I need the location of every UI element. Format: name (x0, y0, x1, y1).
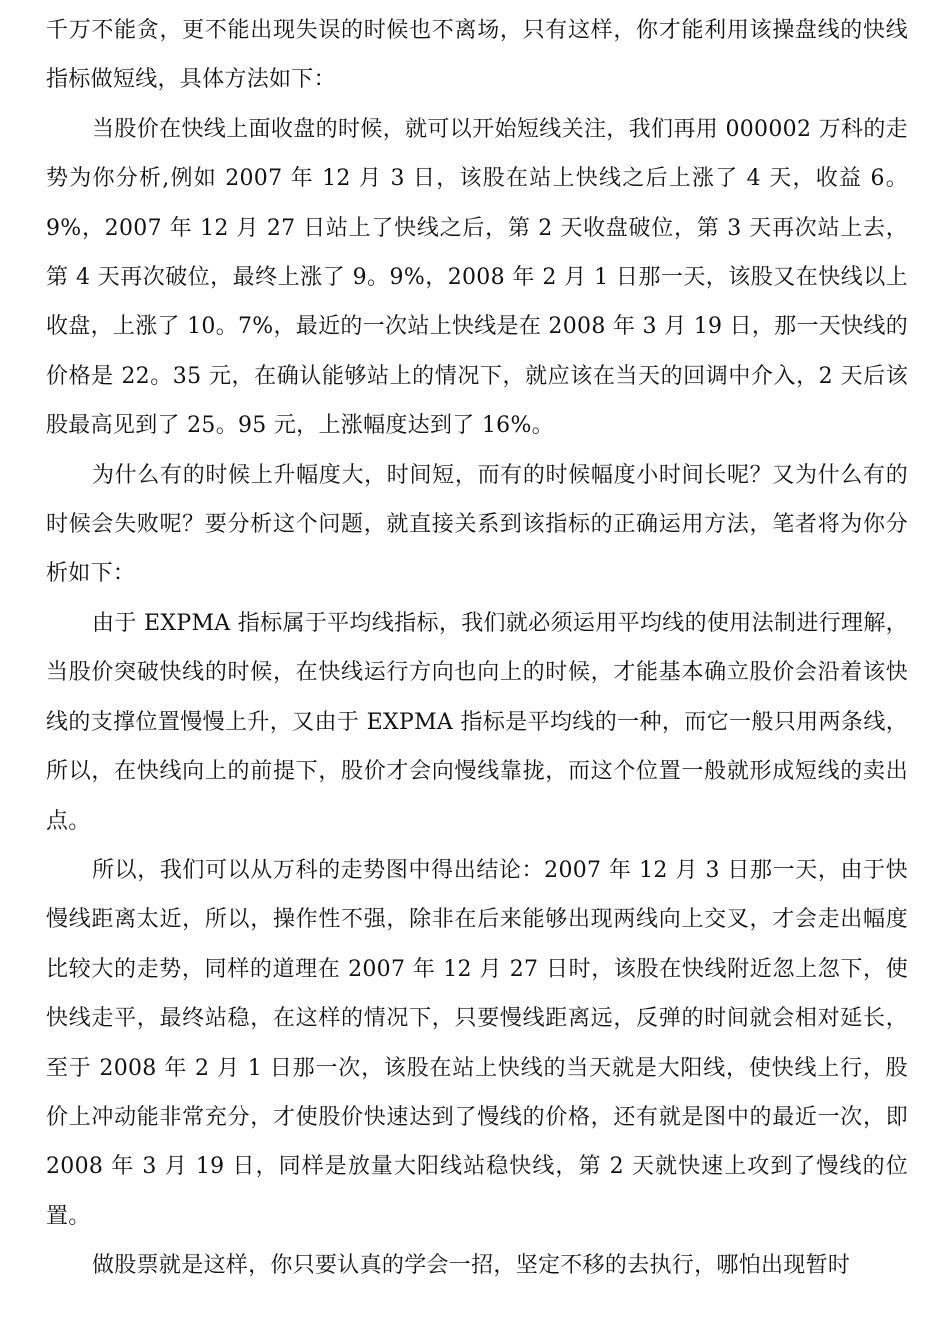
paragraph-conclusion: 所以，我们可以从万科的走势图中得出结论：2007 年 12 月 3 日那一天，由于快慢线距离太近，所以，操作性不强，除非在后来能够出现两线向上交叉，才会走出幅度比较大的走势，同样的道理在 2007 年 12 月 27 日时，该股在快线附近忽上忽下，使快线走平，最终站稳，在这样的情况下，只要慢线距离远，反弹的时间就会相对延长，至于 2008 年 2 月 1 日那一次，该股在站上快线的当天就是大阳线，使快线上行，股价上冲动能非常充分，才使股价快速达到了慢线的价格，还有就是图中的最近一次，即 2008 年 3 月 19 日，同样是放量大阳线站稳快线，第 2 天就快速上攻到了慢线的位置。 (46, 857, 908, 1229)
paragraph-closing: 做股票就是这样，你只要认真的学会一招，坚定不移的去执行，哪怕出现暂时 (92, 1253, 851, 1279)
paragraph-question: 为什么有的时候上升幅度大，时间短，而有的时候幅度小时间长呢？又为什么有的时候会失败呢？要分析这个问题，就直接关系到该指标的正确运用方法，笔者将为你分析如下： (46, 462, 908, 587)
paragraph-wanke-example: 当股价在快线上面收盘的时候，就可以开始短线关注，我们再用 000002 万科的走势为你分析,例如 2007 年 12 月 3 日，该股在站上快线之后上涨了 4 天，收益 6。9%，2007 年 12 月 27 日站上了快线之后，第 2 天收盘破位，第 3 天再次站上去，第 4 天再次破位，最终上涨了 9。9%，2008 年 2 月 1 日那一天，该股又在快线以上收盘，上涨了 10。7%，最近的一次站上快线是在 2008 年 3 月 19 日，那一天快线的价格是 22。35 元，在确认能够站上的情况下，就应该在当天的回调中介入，2 天后该股最高见到了 25。95 元，上涨幅度达到了 16%。 (46, 116, 908, 439)
document-page (46, 6, 908, 1291)
paragraph-continuation: 千万不能贪，更不能出现失误的时候也不离场，只有这样，你才能利用该操盘线的快线指标做短线，具体方法如下： (46, 18, 908, 93)
paragraph-expma-explanation: 由于 EXPMA 指标属于平均线指标，我们就必须运用平均线的使用法制进行理解，当股价突破快线的时候，在快线运行方向也向上的时候，才能基本确立股价会沿着该快线的支撑位置慢慢上升，又由于 EXPMA 指标是平均线的一种，而它一般只用两条线，所以，在快线向上的前提下，股价才会向慢线靠拢，而这个位置一般就形成短线的卖出点。 (46, 610, 908, 834)
